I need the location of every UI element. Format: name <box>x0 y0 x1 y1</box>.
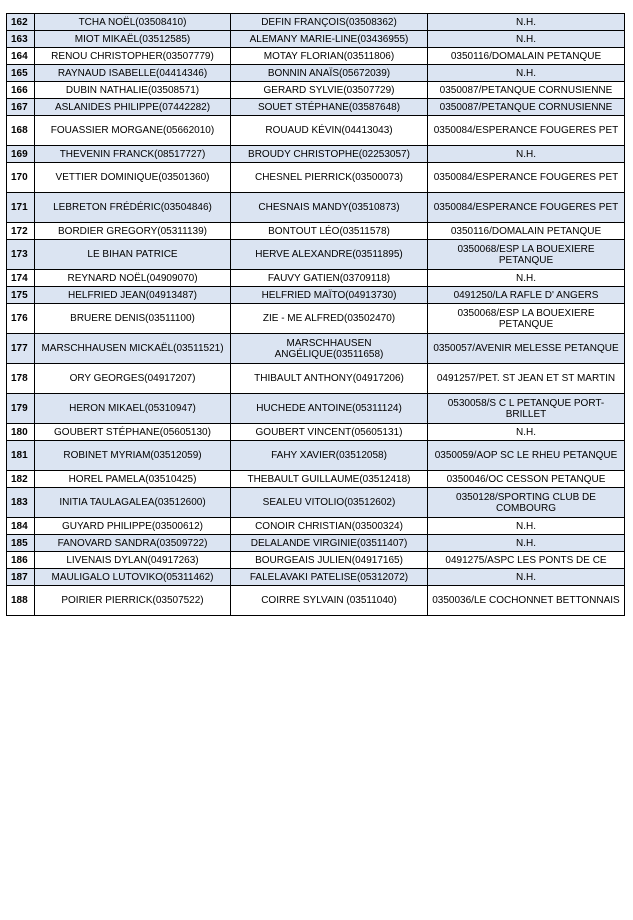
team-number: 163 <box>7 31 35 48</box>
player-one: HERON MIKAEL(05310947) <box>35 394 231 424</box>
club: 0491257/PET. ST JEAN ET ST MARTIN <box>428 364 625 394</box>
player-one: REYNARD NOËL(04909070) <box>35 270 231 287</box>
player-two: HELFRIED MAÏTO(04913730) <box>231 287 428 304</box>
table-row <box>7 394 625 424</box>
club: 0350084/ESPERANCE FOUGERES PET <box>428 116 625 146</box>
player-two: MOTAY FLORIAN(03511806) <box>231 48 428 65</box>
player-one: BRUERE DENIS(03511100) <box>35 304 231 334</box>
club: N.H. <box>428 14 625 31</box>
player-one: HOREL PAMELA(03510425) <box>35 471 231 488</box>
club: N.H. <box>428 569 625 586</box>
team-number: 180 <box>7 424 35 441</box>
player-one: GUYARD PHILIPPE(03500612) <box>35 518 231 535</box>
player-one: MAULIGALO LUTOVIKO(05311462) <box>35 569 231 586</box>
table-row <box>7 334 625 364</box>
table-row <box>7 270 625 287</box>
team-number: 176 <box>7 304 35 334</box>
table-row <box>7 552 625 569</box>
team-number: 187 <box>7 569 35 586</box>
team-number: 166 <box>7 82 35 99</box>
table-row <box>7 14 625 31</box>
team-number: 185 <box>7 535 35 552</box>
player-one: RENOU CHRISTOPHER(03507779) <box>35 48 231 65</box>
team-number: 186 <box>7 552 35 569</box>
player-two: BONTOUT LÉO(03511578) <box>231 223 428 240</box>
table-row <box>7 304 625 334</box>
player-two: FALELAVAKI PATELISE(05312072) <box>231 569 428 586</box>
player-one: LEBRETON FRÉDÉRIC(03504846) <box>35 193 231 223</box>
table-row <box>7 586 625 616</box>
table-row <box>7 488 625 518</box>
team-number: 182 <box>7 471 35 488</box>
table-row <box>7 535 625 552</box>
team-number: 169 <box>7 146 35 163</box>
player-two: DEFIN FRANÇOIS(03508362) <box>231 14 428 31</box>
team-number: 171 <box>7 193 35 223</box>
club: 0350128/SPORTING CLUB DE COMBOURG <box>428 488 625 518</box>
table-row <box>7 518 625 535</box>
player-two: HUCHEDE ANTOINE(05311124) <box>231 394 428 424</box>
table-row <box>7 240 625 270</box>
table-row <box>7 116 625 146</box>
team-number: 184 <box>7 518 35 535</box>
club: 0350057/AVENIR MELESSE PETANQUE <box>428 334 625 364</box>
player-two: SEALEU VITOLIO(03512602) <box>231 488 428 518</box>
club: N.H. <box>428 518 625 535</box>
team-number: 188 <box>7 586 35 616</box>
player-one: TCHA NOËL(03508410) <box>35 14 231 31</box>
player-one: THEVENIN FRANCK(08517727) <box>35 146 231 163</box>
club: 0491250/LA RAFLE D' ANGERS <box>428 287 625 304</box>
table-row <box>7 441 625 471</box>
player-two: GERARD SYLVIE(03507729) <box>231 82 428 99</box>
table-row <box>7 424 625 441</box>
table-row <box>7 146 625 163</box>
club: 0350068/ESP LA BOUEXIERE PETANQUE <box>428 304 625 334</box>
player-two: ZIE - ME ALFRED(03502470) <box>231 304 428 334</box>
player-one: INITIA TAULAGALEA(03512600) <box>35 488 231 518</box>
club: 0350116/DOMALAIN PETANQUE <box>428 48 625 65</box>
player-one: ROBINET MYRIAM(03512059) <box>35 441 231 471</box>
table-row <box>7 364 625 394</box>
team-number: 164 <box>7 48 35 65</box>
team-number: 173 <box>7 240 35 270</box>
club: 0350068/ESP LA BOUEXIERE PETANQUE <box>428 240 625 270</box>
player-one: FOUASSIER MORGANE(05662010) <box>35 116 231 146</box>
player-one: DUBIN NATHALIE(03508571) <box>35 82 231 99</box>
player-two: MARSCHHAUSEN ANGÉLIQUE(03511658) <box>231 334 428 364</box>
club: 0350087/PETANQUE CORNUSIENNE <box>428 99 625 116</box>
player-one: RAYNAUD ISABELLE(04414346) <box>35 65 231 82</box>
player-two: FAUVY GATIEN(03709118) <box>231 270 428 287</box>
player-two: FAHY XAVIER(03512058) <box>231 441 428 471</box>
player-two: BROUDY CHRISTOPHE(02253057) <box>231 146 428 163</box>
team-number: 165 <box>7 65 35 82</box>
player-one: HELFRIED JEAN(04913487) <box>35 287 231 304</box>
table-row <box>7 65 625 82</box>
player-one: GOUBERT STÉPHANE(05605130) <box>35 424 231 441</box>
player-two: CHESNAIS MANDY(03510873) <box>231 193 428 223</box>
club: 0350036/LE COCHONNET BETTONNAIS <box>428 586 625 616</box>
club: 0350116/DOMALAIN PETANQUE <box>428 223 625 240</box>
club: N.H. <box>428 146 625 163</box>
player-two: GOUBERT VINCENT(05605131) <box>231 424 428 441</box>
table-row <box>7 569 625 586</box>
player-two: BONNIN ANAÏS(05672039) <box>231 65 428 82</box>
club: 0350087/PETANQUE CORNUSIENNE <box>428 82 625 99</box>
player-one: ASLANIDES PHILIPPE(07442282) <box>35 99 231 116</box>
team-number: 167 <box>7 99 35 116</box>
team-number: 162 <box>7 14 35 31</box>
player-one: ORY GEORGES(04917207) <box>35 364 231 394</box>
player-one: FANOVARD SANDRA(03509722) <box>35 535 231 552</box>
club: 0350084/ESPERANCE FOUGERES PET <box>428 163 625 193</box>
club: 0491275/ASPC LES PONTS DE CE <box>428 552 625 569</box>
team-number: 183 <box>7 488 35 518</box>
player-two: BOURGEAIS JULIEN(04917165) <box>231 552 428 569</box>
player-one: MARSCHHAUSEN MICKAËL(03511521) <box>35 334 231 364</box>
player-one: LIVENAIS DYLAN(04917263) <box>35 552 231 569</box>
player-two: THEBAULT GUILLAUME(03512418) <box>231 471 428 488</box>
team-number: 181 <box>7 441 35 471</box>
club: 0350059/AOP SC LE RHEU PETANQUE <box>428 441 625 471</box>
table-row <box>7 82 625 99</box>
player-one: VETTIER DOMINIQUE(03501360) <box>35 163 231 193</box>
team-number: 177 <box>7 334 35 364</box>
team-number: 178 <box>7 364 35 394</box>
team-number: 170 <box>7 163 35 193</box>
club: N.H. <box>428 424 625 441</box>
player-two: ROUAUD KÉVIN(04413043) <box>231 116 428 146</box>
team-number: 175 <box>7 287 35 304</box>
table-row <box>7 163 625 193</box>
player-two: HERVE ALEXANDRE(03511895) <box>231 240 428 270</box>
player-two: ALEMANY MARIE-LINE(03436955) <box>231 31 428 48</box>
player-one: MIOT MIKAËL(03512585) <box>35 31 231 48</box>
table-row <box>7 99 625 116</box>
table-row <box>7 287 625 304</box>
player-two: THIBAULT ANTHONY(04917206) <box>231 364 428 394</box>
club: N.H. <box>428 31 625 48</box>
table-row <box>7 48 625 65</box>
team-number: 172 <box>7 223 35 240</box>
player-two: COIRRE SYLVAIN (03511040) <box>231 586 428 616</box>
table-row <box>7 193 625 223</box>
player-one: POIRIER PIERRICK(03507522) <box>35 586 231 616</box>
registration-table <box>6 13 625 616</box>
player-one: BORDIER GREGORY(05311139) <box>35 223 231 240</box>
club: N.H. <box>428 270 625 287</box>
player-two: CHESNEL PIERRICK(03500073) <box>231 163 428 193</box>
table-row <box>7 31 625 48</box>
club: N.H. <box>428 65 625 82</box>
team-number: 168 <box>7 116 35 146</box>
table-row <box>7 471 625 488</box>
table-row <box>7 223 625 240</box>
registration-table-body <box>7 14 625 616</box>
club: 0530058/S C L PETANQUE PORT-BRILLET <box>428 394 625 424</box>
team-number: 174 <box>7 270 35 287</box>
club: 0350084/ESPERANCE FOUGERES PET <box>428 193 625 223</box>
player-two: SOUET STÉPHANE(03587648) <box>231 99 428 116</box>
club: 0350046/OC CESSON PETANQUE <box>428 471 625 488</box>
player-two: DELALANDE VIRGINIE(03511407) <box>231 535 428 552</box>
player-two: CONOIR CHRISTIAN(03500324) <box>231 518 428 535</box>
club: N.H. <box>428 535 625 552</box>
player-one: LE BIHAN PATRICE <box>35 240 231 270</box>
team-number: 179 <box>7 394 35 424</box>
